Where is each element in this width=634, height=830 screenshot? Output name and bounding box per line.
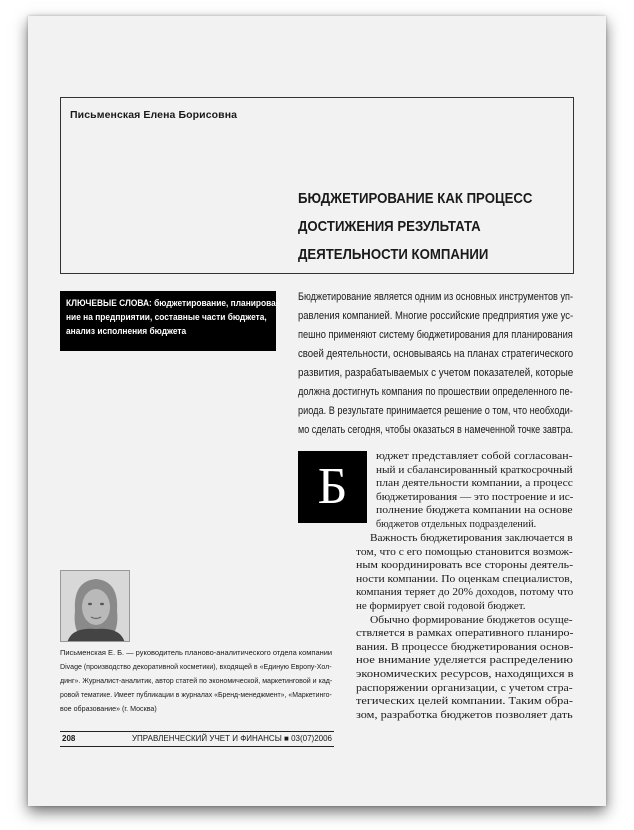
abstract-line: риода. В результате принимается решение о том, что необходи- (298, 405, 573, 417)
abstract-line: мо сделать сегодня, чтобы оказаться в намеченной точке завтра. (298, 424, 574, 436)
abstract-line: развития, разрабатываемых с учетом показателей, которые (298, 367, 574, 379)
body-line: том, что с его помощью становится возмож- (356, 546, 573, 558)
body-line: Обычно формирование бюджетов осуще- (370, 614, 573, 626)
bio-line: ровой тематике. Имеет публикации в журналах «Бренд-менеджмент», «Маркетинго- (60, 690, 332, 699)
article-title (298, 185, 532, 269)
bio-line: вое образование» (г. Москва) (60, 704, 157, 713)
drop-cap: Б (298, 451, 367, 523)
body-line: зом, разработка бюджетов позволяет дать (356, 709, 573, 721)
author-bio (60, 646, 343, 716)
body-line: ное внимание уделяется распределению (356, 655, 573, 667)
abstract-line: своей деятельности, основываясь на планах стратегического (298, 348, 574, 360)
abstract (298, 288, 633, 440)
keywords-line: ние на предприятии, составные части бюджета, (66, 312, 267, 322)
body-line: компания теряет до 20% доходов, потому что (356, 587, 574, 599)
drop-cap-paragraph (376, 450, 574, 532)
title-line: ДОСТИЖЕНИЯ РЕЗУЛЬТАТА (298, 218, 481, 235)
abstract-line: пешно применяют систему бюджетирования для планирования (298, 329, 573, 341)
author-name: Письменская Елена Борисовна (70, 109, 238, 121)
body-line: бюджетов отдельных подразделений. (376, 518, 537, 530)
body-line: ствляется в рамках оперативного планиро- (356, 628, 574, 640)
journal-name: УПРАВЛЕНЧЕСКИЙ УЧЕТ И ФИНАНСЫ ■ 03(07)2006 (131, 734, 332, 743)
body-text (356, 532, 574, 722)
page-footer (60, 731, 334, 747)
abstract-line: равления компанией. Многие российские предприятия уже ус- (298, 310, 574, 322)
body-line: юджет представляет собой согласован- (376, 451, 573, 462)
bio-line: динг». Журналист-аналитик, автор статей по экономической, маркетинговой и кад- (60, 676, 333, 685)
body-line: экономических ресурсов, находящихся в (356, 668, 574, 680)
page-number: 208 (62, 734, 76, 743)
keywords-box (60, 291, 279, 351)
body-line: ным координировать все стороны деятель- (356, 560, 574, 572)
abstract-line: Бюджетирование является одним из основных инструментов уп- (298, 291, 574, 303)
bio-line: Письменская Е. Б. — руководитель планово-аналитического отдела компании (60, 648, 333, 657)
body-line: Важность бюджетирования заключается в (370, 533, 573, 544)
keywords-line: КЛЮЧЕВЫЕ СЛОВА: бюджетирование, планирова- (66, 298, 279, 308)
author-photo (60, 570, 130, 642)
body-line: ный и сбалансированный краткосрочный (376, 464, 573, 476)
body-line: план деятельности компании, а процесс (376, 478, 573, 490)
body-line: распоряжении организации, с учетом стра- (356, 682, 573, 694)
title-line: БЮДЖЕТИРОВАНИЕ КАК ПРОЦЕСС (298, 190, 533, 207)
body-line: бюджетирования — это построение и ис- (376, 491, 574, 503)
keywords-line: анализ исполнения бюджета (66, 326, 187, 336)
body-line: тегических целей компании. Таким обра- (356, 696, 573, 708)
abstract-line: должна достигнуть компания по прошествии определенного пе- (298, 386, 573, 398)
body-line: вания. В процессе бюджетирования основ- (356, 641, 574, 653)
title-line: ДЕЯТЕЛЬНОСТИ КОМПАНИИ (298, 246, 489, 263)
body-line: полнение бюджета компании на основе (376, 505, 573, 517)
bio-line: Divage (производство декоративной косметики), входящей в «Единую Европу-Хол- (60, 662, 332, 671)
body-line: не формирует свой годовой бюджет. (356, 600, 526, 612)
body-line: ности компании. По оценкам специалистов, (356, 573, 573, 585)
